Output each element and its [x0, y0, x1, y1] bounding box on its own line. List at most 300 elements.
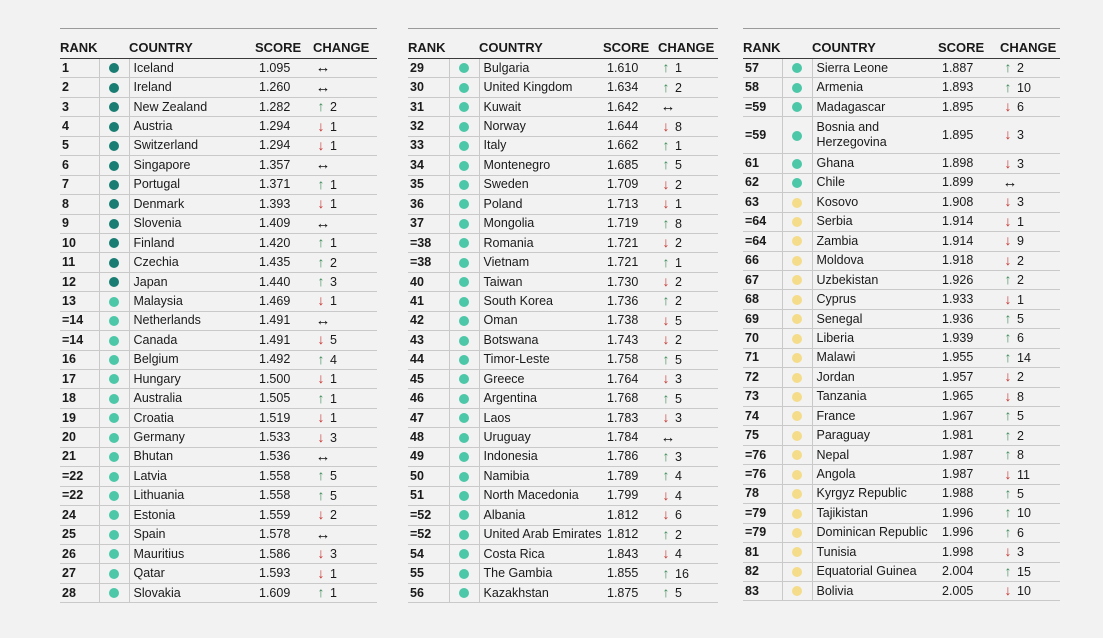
change-cell [1000, 407, 1060, 426]
change-cell [1000, 290, 1060, 309]
arrow-up-icon: ↑ [317, 584, 325, 601]
status-dot-icon [792, 178, 802, 188]
status-cell [782, 543, 812, 562]
arrow-down-icon: ↓ [662, 331, 670, 348]
score-cell: 1.784 [603, 428, 658, 447]
rank-cell: 47 [408, 408, 449, 427]
table-row [60, 292, 377, 311]
country-cell: Estonia [129, 506, 255, 525]
status-dot-icon [459, 83, 469, 93]
score-cell: 1.492 [255, 350, 313, 369]
country-cell: Senegal [812, 309, 938, 328]
status-dot-icon [792, 295, 802, 305]
arrow-up-icon: ↑ [317, 486, 325, 503]
change-cell [1000, 426, 1060, 445]
rank-cell: =64 [743, 212, 782, 231]
status-cell [782, 445, 812, 464]
change-cell [313, 97, 377, 116]
change-value: 1 [330, 372, 337, 387]
rank-cell: 18 [60, 389, 99, 408]
status-cell [99, 78, 129, 97]
rank-cell: 26 [60, 544, 99, 563]
change-cell [658, 564, 718, 583]
country-cell: Hungary [129, 370, 255, 389]
status-dot-icon [109, 491, 119, 501]
table-row [60, 97, 377, 116]
table-row [408, 59, 718, 78]
arrow-up-icon: ↑ [1004, 348, 1012, 365]
table-row [408, 175, 718, 194]
status-cell [782, 232, 812, 251]
rank-cell: 62 [743, 173, 782, 192]
country-cell: Denmark [129, 195, 255, 214]
score-cell: 1.294 [255, 136, 313, 155]
status-cell [782, 562, 812, 581]
table-row [60, 370, 377, 389]
change-cell [313, 253, 377, 272]
arrow-up-icon: ↑ [662, 292, 670, 309]
status-dot-icon [109, 161, 119, 171]
change-value: 2 [330, 508, 337, 523]
rank-cell: 1 [60, 59, 99, 78]
arrow-down-icon: ↓ [1004, 465, 1012, 482]
table-row [60, 117, 377, 136]
country-cell: New Zealand [129, 97, 255, 116]
no-change-icon: ↔ [315, 311, 331, 329]
arrow-down-icon: ↓ [1004, 387, 1012, 404]
country-cell: Singapore [129, 156, 255, 175]
status-cell [99, 136, 129, 155]
arrow-up-icon: ↑ [1004, 329, 1012, 346]
change-value: 3 [675, 449, 682, 464]
status-cell [449, 136, 479, 155]
rank-cell: =14 [60, 331, 99, 350]
change-value: 3 [330, 430, 337, 445]
country-cell: Timor-Leste [479, 350, 603, 369]
change-cell [313, 370, 377, 389]
status-cell [449, 311, 479, 330]
change-cell [658, 311, 718, 330]
country-cell: Serbia [812, 212, 938, 231]
country-cell: Kyrgyz Republic [812, 484, 938, 503]
change-value: 1 [330, 586, 337, 601]
status-dot-icon [109, 374, 119, 384]
status-dot-icon [792, 431, 802, 441]
score-cell: 1.282 [255, 97, 313, 116]
rank-cell: 16 [60, 350, 99, 369]
arrow-down-icon: ↓ [662, 117, 670, 134]
change-value: 5 [1017, 312, 1024, 327]
change-cell [658, 117, 718, 136]
arrow-down-icon: ↓ [317, 409, 325, 426]
status-dot-icon [792, 236, 802, 246]
score-cell: 1.936 [938, 309, 1000, 328]
table-row [743, 407, 1060, 426]
status-dot-icon [459, 161, 469, 171]
country-cell: Montenegro [479, 156, 603, 175]
country-cell: Mongolia [479, 214, 603, 233]
country-cell: Botswana [479, 331, 603, 350]
status-header [782, 29, 812, 59]
table-row [743, 193, 1060, 212]
score-cell: 1.644 [603, 117, 658, 136]
status-cell [449, 233, 479, 252]
table-row [60, 253, 377, 272]
table-row [743, 368, 1060, 387]
rank-cell: 67 [743, 270, 782, 289]
change-value: 3 [330, 547, 337, 562]
rank-header: RANK [408, 29, 449, 59]
change-cell [1000, 309, 1060, 328]
score-cell: 1.558 [255, 467, 313, 486]
arrow-up-icon: ↑ [662, 59, 670, 76]
country-cell: Spain [129, 525, 255, 544]
arrow-up-icon: ↑ [662, 389, 670, 406]
change-value: 5 [675, 352, 682, 367]
change-cell [313, 331, 377, 350]
status-dot-icon [459, 374, 469, 384]
country-cell: Czechia [129, 253, 255, 272]
status-cell [99, 97, 129, 116]
status-cell [99, 350, 129, 369]
rank-cell: =22 [60, 486, 99, 505]
status-dot-icon [792, 509, 802, 519]
country-cell: Paraguay [812, 426, 938, 445]
table-row [408, 97, 718, 116]
change-value: 1 [675, 255, 682, 270]
country-cell: Angola [812, 465, 938, 484]
change-cell [313, 447, 377, 466]
rank-cell: 4 [60, 117, 99, 136]
rank-cell: 57 [743, 59, 782, 78]
status-dot-icon [792, 275, 802, 285]
arrow-up-icon: ↑ [1004, 271, 1012, 288]
change-value: 1 [330, 119, 337, 134]
no-change-icon: ↔ [315, 156, 331, 174]
change-value: 1 [330, 177, 337, 192]
status-dot-icon [109, 510, 119, 520]
status-dot-icon [459, 63, 469, 73]
score-cell: 1.895 [938, 97, 1000, 116]
change-cell [658, 195, 718, 214]
arrow-up-icon: ↑ [662, 467, 670, 484]
table-row [408, 78, 718, 97]
change-cell [313, 272, 377, 291]
change-cell [1000, 173, 1060, 192]
score-cell: 1.933 [938, 290, 1000, 309]
arrow-down-icon: ↓ [662, 175, 670, 192]
status-dot-icon [109, 238, 119, 248]
status-cell [449, 564, 479, 583]
table-row [60, 156, 377, 175]
change-value: 5 [675, 391, 682, 406]
status-cell [782, 426, 812, 445]
status-dot-icon [109, 297, 119, 307]
change-cell [313, 78, 377, 97]
rank-cell: 63 [743, 193, 782, 212]
rank-cell: 34 [408, 156, 449, 175]
change-cell [1000, 445, 1060, 464]
arrow-up-icon: ↑ [662, 156, 670, 173]
country-cell: Romania [479, 233, 603, 252]
change-value: 2 [675, 80, 682, 95]
status-dot-icon [459, 180, 469, 190]
country-cell: Finland [129, 233, 255, 252]
status-dot-icon [109, 277, 119, 287]
status-cell [99, 525, 129, 544]
status-dot-icon [792, 63, 802, 73]
status-cell [99, 506, 129, 525]
status-dot-icon [792, 217, 802, 227]
status-dot-icon [109, 452, 119, 462]
status-cell [449, 506, 479, 525]
change-cell [313, 117, 377, 136]
rank-cell: 71 [743, 348, 782, 367]
score-cell: 1.578 [255, 525, 313, 544]
change-value: 4 [330, 352, 337, 367]
score-cell: 1.955 [938, 348, 1000, 367]
rank-cell: =79 [743, 523, 782, 542]
arrow-up-icon: ↑ [317, 98, 325, 115]
status-dot-icon [792, 373, 802, 383]
score-cell: 1.908 [938, 193, 1000, 212]
status-dot-icon [109, 413, 119, 423]
score-cell: 1.435 [255, 253, 313, 272]
country-cell: Bhutan [129, 447, 255, 466]
score-cell: 1.440 [255, 272, 313, 291]
change-cell [658, 59, 718, 78]
table-row [408, 370, 718, 389]
change-header: CHANGE [1000, 29, 1060, 59]
status-cell [99, 486, 129, 505]
status-dot-icon [459, 549, 469, 559]
table-row [743, 543, 1060, 562]
rank-cell: 29 [408, 59, 449, 78]
status-dot-icon [792, 353, 802, 363]
rank-cell: 21 [60, 447, 99, 466]
arrow-down-icon: ↓ [1004, 582, 1012, 599]
change-value: 1 [1017, 292, 1024, 307]
score-cell: 2.004 [938, 562, 1000, 581]
ranking-table-2 [408, 28, 718, 603]
arrow-down-icon: ↓ [317, 195, 325, 212]
country-cell: Greece [479, 370, 603, 389]
change-cell [313, 506, 377, 525]
table-row [743, 154, 1060, 173]
table-row [408, 292, 718, 311]
table-row [60, 525, 377, 544]
status-dot-icon [459, 102, 469, 112]
country-cell: Albania [479, 506, 603, 525]
country-cell: Armenia [812, 78, 938, 97]
score-cell: 1.887 [938, 59, 1000, 78]
change-value: 2 [675, 275, 682, 290]
status-cell [449, 292, 479, 311]
score-cell: 1.505 [255, 389, 313, 408]
rank-cell: 68 [743, 290, 782, 309]
arrow-down-icon: ↓ [662, 370, 670, 387]
score-header: SCORE [603, 29, 658, 59]
status-cell [449, 428, 479, 447]
status-dot-icon [109, 569, 119, 579]
ranking-table-1 [60, 28, 377, 603]
status-cell [782, 523, 812, 542]
status-cell [782, 212, 812, 231]
change-value: 2 [330, 255, 337, 270]
arrow-down-icon: ↓ [317, 545, 325, 562]
score-cell: 1.988 [938, 484, 1000, 503]
status-cell [99, 370, 129, 389]
arrow-up-icon: ↑ [662, 564, 670, 581]
country-cell: Ghana [812, 154, 938, 173]
arrow-up-icon: ↑ [317, 175, 325, 192]
score-cell: 1.918 [938, 251, 1000, 270]
score-cell: 1.393 [255, 195, 313, 214]
rank-cell: 27 [60, 564, 99, 583]
status-dot-icon [459, 491, 469, 501]
status-cell [449, 214, 479, 233]
arrow-up-icon: ↑ [662, 525, 670, 542]
status-header [99, 29, 129, 59]
arrow-up-icon: ↑ [317, 467, 325, 484]
country-cell: Qatar [129, 564, 255, 583]
status-cell [99, 544, 129, 563]
change-cell [658, 447, 718, 466]
change-cell [658, 156, 718, 175]
score-cell: 1.738 [603, 311, 658, 330]
arrow-up-icon: ↑ [662, 447, 670, 464]
rank-cell: 58 [743, 78, 782, 97]
table-row [408, 195, 718, 214]
country-cell: Netherlands [129, 311, 255, 330]
status-dot-icon [459, 141, 469, 151]
rank-cell: 51 [408, 486, 449, 505]
status-cell [99, 253, 129, 272]
change-cell [313, 59, 377, 78]
score-cell: 1.533 [255, 428, 313, 447]
score-cell: 1.558 [255, 486, 313, 505]
score-cell: 1.491 [255, 331, 313, 350]
country-cell: Canada [129, 331, 255, 350]
country-cell: Zambia [812, 232, 938, 251]
rank-cell: 11 [60, 253, 99, 272]
country-cell: Uruguay [479, 428, 603, 447]
status-dot-icon [792, 450, 802, 460]
status-cell [449, 195, 479, 214]
status-cell [449, 486, 479, 505]
change-value: 5 [330, 333, 337, 348]
score-cell: 1.926 [938, 270, 1000, 289]
arrow-up-icon: ↑ [662, 584, 670, 601]
rank-cell: 6 [60, 156, 99, 175]
country-cell: Jordan [812, 368, 938, 387]
change-cell [313, 428, 377, 447]
status-cell [782, 329, 812, 348]
status-dot-icon [459, 510, 469, 520]
no-change-icon: ↔ [660, 98, 676, 116]
table-row [408, 253, 718, 272]
rank-cell: 25 [60, 525, 99, 544]
change-cell [1000, 387, 1060, 406]
no-change-icon: ↔ [315, 214, 331, 232]
status-dot-icon [459, 413, 469, 423]
country-header: COUNTRY [129, 29, 255, 59]
arrow-down-icon: ↓ [662, 273, 670, 290]
table-row [743, 309, 1060, 328]
change-value: 1 [675, 197, 682, 212]
score-cell: 1.371 [255, 175, 313, 194]
table-row [408, 311, 718, 330]
status-dot-icon [792, 102, 802, 112]
rank-cell: 19 [60, 408, 99, 427]
status-dot-icon [459, 433, 469, 443]
rank-cell: 8 [60, 195, 99, 214]
score-cell: 1.898 [938, 154, 1000, 173]
score-cell: 1.783 [603, 408, 658, 427]
score-cell: 1.743 [603, 331, 658, 350]
country-cell: Kazakhstan [479, 583, 603, 602]
status-dot-icon [792, 528, 802, 538]
arrow-up-icon: ↑ [662, 253, 670, 270]
score-cell: 1.799 [603, 486, 658, 505]
status-dot-icon [109, 549, 119, 559]
table-row [408, 389, 718, 408]
rank-cell: 44 [408, 350, 449, 369]
score-cell: 1.709 [603, 175, 658, 194]
table-row [743, 117, 1060, 154]
change-value: 1 [330, 138, 337, 153]
table-row [408, 136, 718, 155]
table-row [743, 504, 1060, 523]
rank-cell: 2 [60, 78, 99, 97]
arrow-down-icon: ↓ [317, 136, 325, 153]
arrow-up-icon: ↑ [317, 234, 325, 251]
rank-cell: 28 [60, 583, 99, 602]
change-cell [1000, 251, 1060, 270]
status-dot-icon [109, 530, 119, 540]
status-dot-icon [459, 297, 469, 307]
rank-cell: 81 [743, 543, 782, 562]
status-cell [99, 428, 129, 447]
status-cell [782, 251, 812, 270]
arrow-down-icon: ↓ [1004, 212, 1012, 229]
country-cell: Dominican Republic [812, 523, 938, 542]
arrow-down-icon: ↓ [1004, 368, 1012, 385]
change-cell [1000, 523, 1060, 542]
arrow-down-icon: ↓ [317, 428, 325, 445]
status-dot-icon [109, 180, 119, 190]
change-cell [1000, 270, 1060, 289]
rank-cell: =14 [60, 311, 99, 330]
change-cell [658, 175, 718, 194]
rank-cell: 74 [743, 407, 782, 426]
rank-cell: 73 [743, 387, 782, 406]
country-cell: Ireland [129, 78, 255, 97]
country-cell: Germany [129, 428, 255, 447]
rank-cell: 49 [408, 447, 449, 466]
score-cell: 1.895 [938, 117, 1000, 154]
rank-cell: 40 [408, 272, 449, 291]
table-row [743, 484, 1060, 503]
country-cell: Norway [479, 117, 603, 136]
score-cell: 1.713 [603, 195, 658, 214]
rank-cell: =59 [743, 97, 782, 116]
table-header-row [743, 29, 1060, 59]
change-header: CHANGE [313, 29, 377, 59]
table-row [743, 290, 1060, 309]
table-row [60, 447, 377, 466]
change-cell [658, 78, 718, 97]
